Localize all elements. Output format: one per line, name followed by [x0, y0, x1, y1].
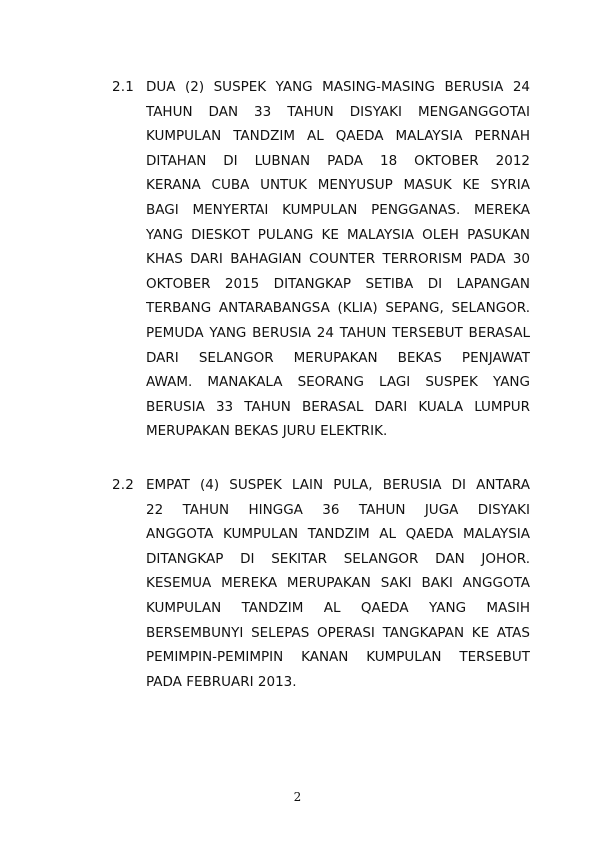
paragraph-line: KHAS DARI BAHAGIAN COUNTER TERRORISM PADA 30 — [146, 251, 530, 268]
paragraph-number: 2.1 — [112, 79, 135, 95]
paragraph-line: PADA FEBRUARI 2013. — [146, 673, 297, 690]
paragraph-line: DARI SELANGOR MERUPAKAN BEKAS PENJAWAT — [146, 349, 530, 366]
paragraph-number: 2.2 — [112, 477, 135, 493]
paragraph-line: KESEMUA MEREKA MERUPAKAN SAKI BAKI ANGGOTA — [146, 575, 530, 592]
paragraph-line: DITANGKAP DI SEKITAR SELANGOR DAN JOHOR. — [146, 550, 530, 567]
paragraph-line: KERANA CUBA UNTUK MENYUSUP MASUK KE SYRIA — [146, 177, 530, 194]
paragraph-line: KUMPULAN TANDZIM AL QAEDA YANG MASIH — [146, 600, 530, 616]
paragraph-line: TERBANG ANTARABANGSA (KLIA) SEPANG, SELANGOR. — [146, 300, 530, 317]
paragraph-line: 22 TAHUN HINGGA 36 TAHUN JUGA DISYAKI — [146, 501, 530, 518]
paragraph-line: PEMUDA YANG BERUSIA 24 TAHUN TERSEBUT BERASAL — [146, 325, 530, 341]
paragraph-line: DITAHAN DI LUBNAN PADA 18 OKTOBER 2012 — [146, 152, 530, 169]
paragraph-line: KUMPULAN TANDZIM AL QAEDA MALAYSIA PERNAH — [146, 128, 530, 145]
paragraph-line: BAGI MENYERTAI KUMPULAN PENGGANAS. MEREKA — [146, 202, 530, 218]
paragraph-line: OKTOBER 2015 DITANGKAP SETIBA DI LAPANGAN — [146, 275, 530, 292]
paragraph-line: AWAM. MANAKALA SEORANG LAGI SUSPEK YANG — [146, 374, 530, 391]
paragraph-line: ANGGOTA KUMPULAN TANDZIM AL QAEDA MALAYSIA — [146, 526, 530, 543]
paragraph-line: TAHUN DAN 33 TAHUN DISYAKI MENGANGGOTAI — [146, 103, 530, 120]
paragraph-line: EMPAT (4) SUSPEK LAIN PULA, BERUSIA DI ANTARA — [146, 477, 530, 493]
paragraph-line: YANG DIESKOT PULANG KE MALAYSIA OLEH PASUKAN — [146, 226, 530, 243]
paragraph-line: MERUPAKAN BEKAS JURU ELEKTRIK. — [146, 423, 388, 440]
paragraph-line: DUA (2) SUSPEK YANG MASING-MASING BERUSIA 24 — [146, 79, 530, 95]
paragraph-line: BERSEMBUNYI SELEPAS OPERASI TANGKAPAN KE ATAS — [146, 624, 530, 641]
page-number: 2 — [293, 790, 302, 804]
paragraph-line: PEMIMPIN-PEMIMPIN KANAN KUMPULAN TERSEBUT — [146, 649, 530, 666]
paragraph-line: BERUSIA 33 TAHUN BERASAL DARI KUALA LUMPUR — [146, 398, 530, 415]
